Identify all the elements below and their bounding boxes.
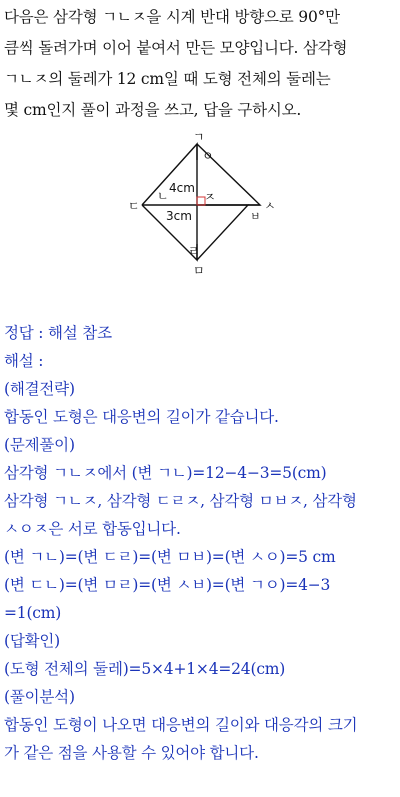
answer-heading: 정답 : 해설 참조: [4, 324, 112, 342]
vertex-label-b: ㅂ: [250, 210, 261, 223]
length-label-4cm: 4cm: [169, 181, 195, 195]
vertex-label-d: ㄷ: [128, 199, 140, 213]
analysis-line: 가 같은 점을 사용할 수 있어야 합니다.: [4, 744, 259, 762]
question-line: 다음은 삼각형 ㄱㄴㅈ을 시계 반대 방향으로 90°만: [4, 8, 340, 26]
explanation-label: 해설 :: [4, 352, 44, 370]
solution-line: =1(cm): [4, 604, 62, 622]
analysis-line: 합동인 도형이 나오면 대응변의 길이와 대응각의 크기: [4, 716, 358, 734]
pinwheel-figure: [130, 130, 290, 278]
solution-line: (변 ㄱㄴ)=(변 ㄷㄹ)=(변 ㅁㅂ)=(변 ㅅㅇ)=5 cm: [4, 548, 336, 566]
triangle-gnj: [142, 144, 197, 205]
question-line: ㄱㄴㅈ의 둘레가 12 cm일 때 도형 전체의 둘레는: [4, 70, 331, 88]
vertex-label-s: ㅅ: [264, 199, 276, 213]
answer-section: [4, 319, 398, 767]
vertex-label-m: ㅁ: [193, 264, 205, 278]
check-label: (답확인): [4, 632, 61, 650]
figure-svg: [130, 130, 290, 278]
check-line: (도형 전체의 둘레)=5×4+1×4=24(cm): [4, 660, 286, 678]
analysis-label: (풀이분석): [4, 688, 75, 706]
strategy-text: 합동인 도형은 대응변의 길이가 같습니다.: [4, 408, 279, 426]
solution-line: 삼각형 ㄱㄴㅈ에서 (변 ㄱㄴ)=12−4−3=5(cm): [4, 464, 327, 482]
vertex-label-r: ㄹ: [188, 244, 200, 258]
triangle-mbj: [197, 205, 248, 260]
question-line: 몇 cm인지 풀이 과정을 쓰고, 답을 구하시오.: [4, 101, 302, 119]
vertex-label-n: ㄴ: [157, 189, 169, 203]
strategy-label: (해결전략): [4, 380, 75, 398]
solution-line: 삼각형 ㄱㄴㅈ, 삼각형 ㄷㄹㅈ, 삼각형 ㅁㅂㅈ, 삼각형: [4, 492, 357, 510]
solution-line: ㅅㅇㅈ은 서로 합동입니다.: [4, 520, 181, 538]
vertex-label-j: ㅈ: [204, 190, 216, 204]
question-text: [4, 2, 398, 126]
solution-line: (변 ㄷㄴ)=(변 ㅁㄹ)=(변 ㅅㅂ)=(변 ㄱㅇ)=4−3: [4, 576, 331, 594]
question-line: 큼씩 돌려가며 이어 붙여서 만든 모양입니다. 삼각형: [4, 39, 348, 57]
solution-label: (문제풀이): [4, 436, 75, 454]
vertex-label-o: ㅇ: [202, 149, 214, 163]
length-label-3cm: 3cm: [166, 209, 192, 223]
vertex-label-g: ㄱ: [193, 130, 205, 144]
